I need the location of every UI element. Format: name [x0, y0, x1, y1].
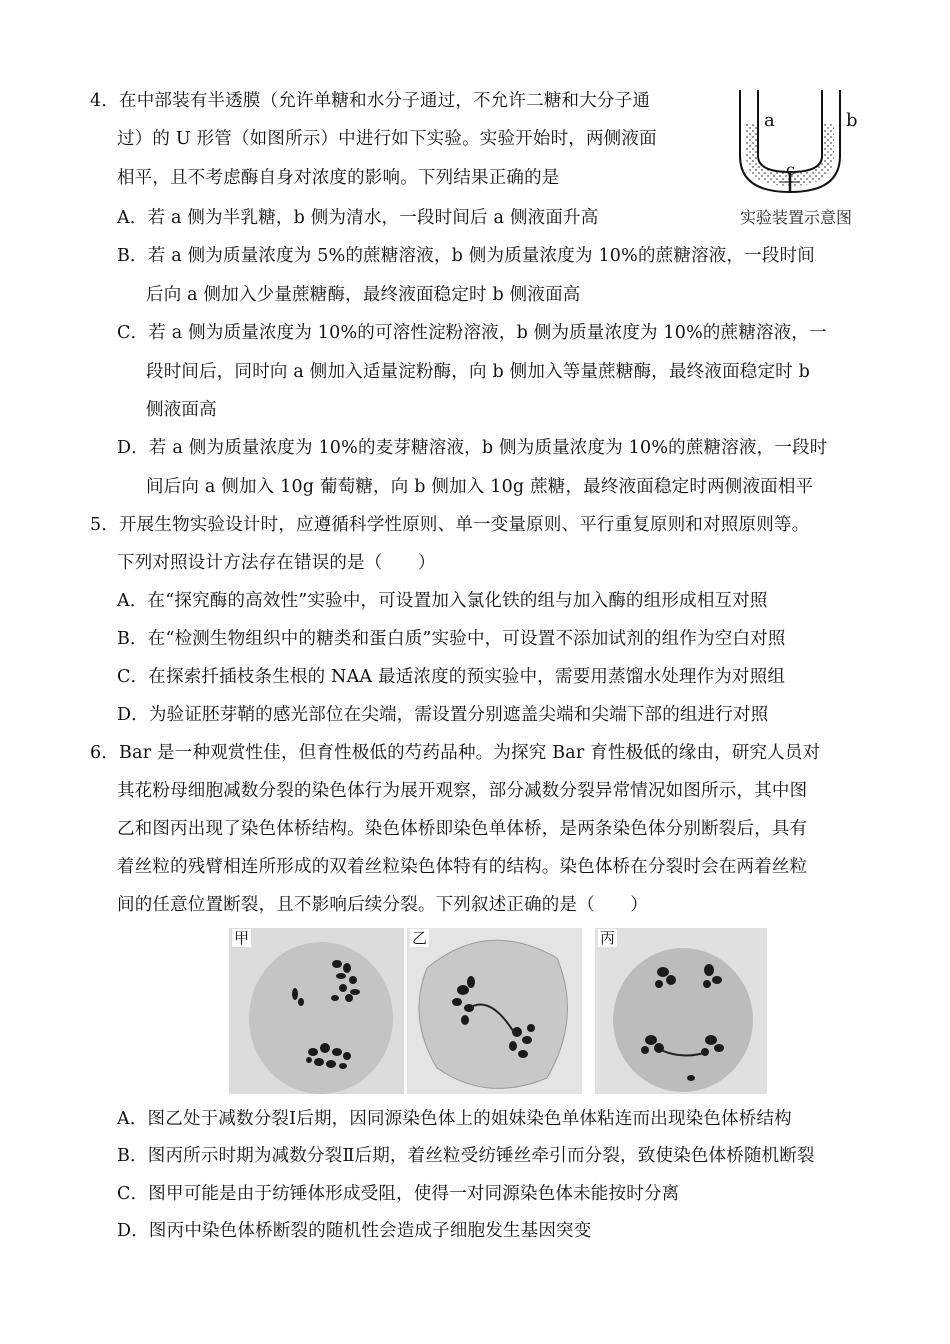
- q4-line-3: 相平，且不考虑酶自身对浓度的影响。下列结果正确的是: [117, 168, 560, 188]
- q4-option-c-line-1: C．若 a 侧为质量浓度为 10%的可溶性淀粉溶液，b 侧为质量浓度为 10%的蔗糖溶液，一: [117, 323, 827, 343]
- q6-option-b: B．图丙所示时期为减数分裂Ⅱ后期，着丝粒受纺锤丝牵引而分裂，致使染色体桥随机断裂: [117, 1146, 815, 1166]
- micrograph-jia-image: [229, 928, 404, 1094]
- q6-option-c: C．图甲可能是由于纺锤体形成受阻，使得一对同源染色体未能按时分离: [117, 1184, 680, 1204]
- q6-option-d: D．图丙中染色体桥断裂的随机性会造成子细胞发生基因突变: [117, 1221, 592, 1241]
- q6-line-3: 乙和图丙出现了染色体桥结构。染色体桥即染色单体桥，是两条染色体分别断裂后，具有: [117, 819, 808, 839]
- q4-option-a: A．若 a 侧为半乳糖，b 侧为清水，一段时间后 a 侧液面升高: [117, 208, 599, 228]
- u-tube-caption: 实验装置示意图: [739, 208, 852, 227]
- q5-option-d: D．为验证胚芽鞘的感光部位在尖端，需设置分别遮盖尖端和尖端下部的组进行对照: [117, 705, 769, 725]
- label-a: a: [764, 110, 775, 131]
- q4-option-d-line-1: D．若 a 侧为质量浓度为 10%的麦芽糖溶液，b 侧为质量浓度为 10%的蔗糖溶液，一段时: [117, 438, 828, 458]
- q6-line-2: 其花粉母细胞减数分裂的染色体行为展开观察，部分减数分裂异常情况如图所示，其中图: [117, 781, 808, 801]
- q5-option-c: C．在探索扦插枝条生根的 NAA 最适浓度的预实验中，需要用蒸馏水处理作为对照组: [117, 667, 786, 687]
- q5-option-a: A．在“探究酶的高效性”实验中，可设置加入氯化铁的组与加入酶的组形成相互对照: [117, 591, 768, 611]
- micrograph-yi-label: 乙: [412, 929, 428, 947]
- q4-option-c-line-2: 段时间后，同时向 a 侧加入适量淀粉酶，向 b 侧加入等量蔗糖酶，最终液面稳定时 b: [146, 362, 811, 382]
- q5-option-b: B．在“检测生物组织中的糖类和蛋白质”实验中，可设置不添加试剂的组作为空白对照: [117, 629, 786, 649]
- label-c: c: [786, 160, 795, 179]
- q6-option-a: A．图乙处于减数分裂Ⅰ后期，因同源染色体上的姐妹染色单体粘连而出现染色体桥结构: [117, 1109, 792, 1129]
- micrograph-bing-label: 丙: [600, 929, 616, 947]
- q5-line-1: 5．开展生物实验设计时，应遵循科学性原则、单一变量原则、平行重复原则和对照原则等。: [90, 515, 810, 535]
- micrograph-jia: [229, 928, 404, 1094]
- micrograph-panel: [229, 928, 767, 1096]
- u-tube-diagram: [718, 84, 878, 204]
- q4-line-2: 过）的 U 形管（如图所示）中进行如下实验。实验开始时，两侧液面: [117, 129, 657, 149]
- q4-option-c-line-3: 侧液面高: [146, 400, 217, 420]
- q4-line-1: 4．在中部装有半透膜（允许单糖和水分子通过，不允许二糖和大分子通: [90, 91, 651, 111]
- micrograph-bing-image: [595, 928, 767, 1094]
- q5-line-2: 下列对照设计方法存在错误的是（ ）: [117, 553, 436, 573]
- q6-line-5: 间的任意位置断裂，且不影响后续分裂。下列叙述正确的是（ ）: [117, 895, 648, 915]
- micrograph-yi-image: [407, 928, 582, 1094]
- micrograph-yi: [407, 928, 582, 1094]
- q4-option-b-line-1: B．若 a 侧为质量浓度为 5%的蔗糖溶液，b 侧为质量浓度为 10%的蔗糖溶液，一段时间: [117, 246, 815, 266]
- micrograph-bing: [595, 928, 767, 1094]
- q4-option-b-line-2: 后向 a 侧加入少量蔗糖酶，最终液面稳定时 b 侧液面高: [146, 285, 581, 305]
- q6-line-4: 着丝粒的残臂相连所形成的双着丝粒染色体特有的结构。染色体桥在分裂时会在两着丝粒: [117, 857, 808, 877]
- micrograph-jia-label: 甲: [234, 929, 250, 947]
- q4-option-d-line-2: 间后向 a 侧加入 10g 葡萄糖，向 b 侧加入 10g 蔗糖，最终液面稳定时两侧液面相平: [146, 477, 814, 497]
- q6-line-1: 6．Bar 是一种观赏性佳，但育性极低的芍药品种。为探究 Bar 育性极低的缘由，研究人员对: [90, 743, 821, 763]
- label-b: b: [846, 110, 858, 131]
